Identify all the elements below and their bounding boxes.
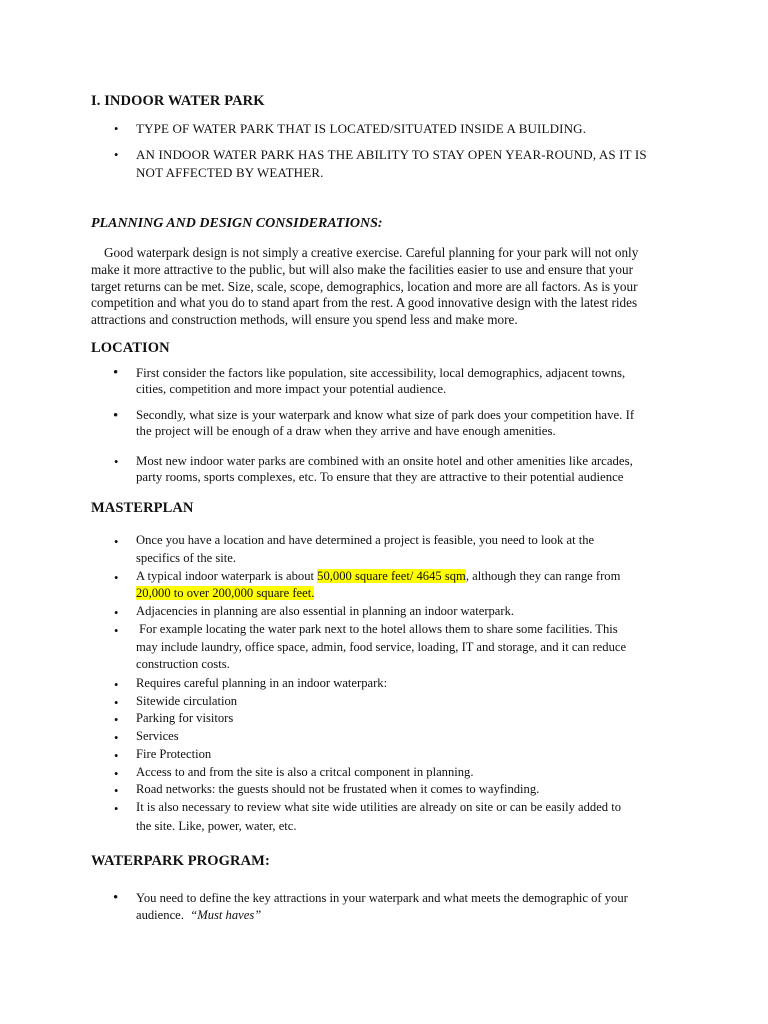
masterplan-line-size [136,568,620,586]
location-item-line: Most new indoor water parks are combined with an onsite hotel and other amenities like arcades, [136,454,633,468]
section-title-indoor-water-park: I. INDOOR WATER PARK [91,93,265,109]
location-item-line: party rooms, sports complexes, etc. To ensure that they are attractive to their potential audience [136,470,624,484]
masterplan-line: Once you have a location and have determined a project is feasible, you need to look at the [136,533,595,547]
bullet: • [114,784,119,798]
masterplan-line: Services [136,729,179,743]
masterplan-size-text-2: , although they can range from [465,569,621,583]
program-line: You need to define the key attractions in your waterpark and what meets the demographic of your [136,891,628,905]
bullet: • [113,890,119,906]
section-title-location: LOCATION [91,340,170,356]
masterplan-line: Fire Protection [136,747,212,761]
masterplan-size-text: A typical indoor waterpark is about [136,569,318,583]
masterplan-line: Road networks: the guests should not be frustated when it comes to wayfinding. [136,782,540,796]
masterplan-line-range [136,585,314,603]
bullet: • [114,606,119,620]
masterplan-line: Access to and from the site is also a critcal component in planning. [136,765,474,779]
planning-paragraph-line: Good waterpark design is not simply a creative exercise. Careful planning for your park will not only [104,245,639,260]
location-item-line: cities, competition and more impact your potential audience. [136,382,447,396]
planning-paragraph-line: attractions and construction methods, will ensure you spend less and make more. [91,312,518,327]
masterplan-line: Sitewide circulation [136,694,238,708]
bullet: • [114,455,119,469]
masterplan-line: For example locating the water park next to the hotel allows them to share some facilities. This [136,622,618,636]
planning-paragraph-line: make it more attractive to the public, but will also make the facilities easier to use and ensure that your [91,262,633,277]
masterplan-line: Adjacencies in planning are also essential in planning an indoor waterpark. [136,604,515,618]
bullet: • [114,678,119,692]
bullet: • [114,713,119,727]
masterplan-line: It is also necessary to review what site wide utilities are already on site or can be easily added to [136,800,622,814]
indoor-bullet-2: AN INDOOR WATER PARK HAS THE ABILITY TO STAY OPEN YEAR-ROUND, AS IT IS [136,147,647,162]
bullet: • [114,802,119,816]
planning-paragraph-line: competition and what you do to stand apart from the rest. A good innovative design with the latest rides [91,295,638,310]
section-title-planning: PLANNING AND DESIGN CONSIDERATIONS: [91,216,383,231]
program-audience-text: audience. [136,908,191,922]
masterplan-line: Parking for visitors [136,711,234,725]
program-line-2 [136,906,261,924]
masterplan-line: may include laundry, office space, admin, food service, loading, IT and storage, and it can reduce [136,640,627,654]
bullet: • [114,696,119,710]
bullet: • [114,624,119,638]
highlight-area: 50,000 square feet/ 4645 sqm [317,569,466,583]
program-must-haves: “Must haves” [190,908,262,922]
bullet: • [114,535,119,549]
bullet: • [114,767,119,781]
bullet: • [114,731,119,745]
masterplan-line: the site. Like, power, water, etc. [136,819,297,833]
highlight-range: 20,000 to over 200,000 square feet. [136,586,315,600]
bullet: • [114,571,119,585]
bullet: • [114,148,119,162]
planning-paragraph-line: target returns can be met. Size, scale, scope, demographics, location and more are all factors. As is your [91,279,638,294]
bullet: • [114,122,119,136]
masterplan-line: Requires careful planning in an indoor waterpark: [136,676,388,690]
location-item-line: First consider the factors like population, site accessibility, local demographics, adjacent towns, [136,366,626,380]
masterplan-line: specifics of the site. [136,551,237,565]
bullet: • [113,365,119,381]
bullet: • [113,408,119,424]
location-item-line: Secondly, what size is your waterpark and know what size of park does your competition have. If [136,408,635,422]
masterplan-line: construction costs. [136,657,230,671]
indoor-bullet-1: TYPE OF WATER PARK THAT IS LOCATED/SITUATED INSIDE A BUILDING. [136,121,587,136]
location-item-line: the project will be enough of a draw when they arrive and have enough amenities. [136,424,556,438]
bullet: • [114,749,119,763]
section-title-waterpark-program: WATERPARK PROGRAM: [91,853,270,869]
section-title-masterplan: MASTERPLAN [91,500,194,516]
indoor-bullet-2-cont: NOT AFFECTED BY WEATHER. [136,165,324,180]
